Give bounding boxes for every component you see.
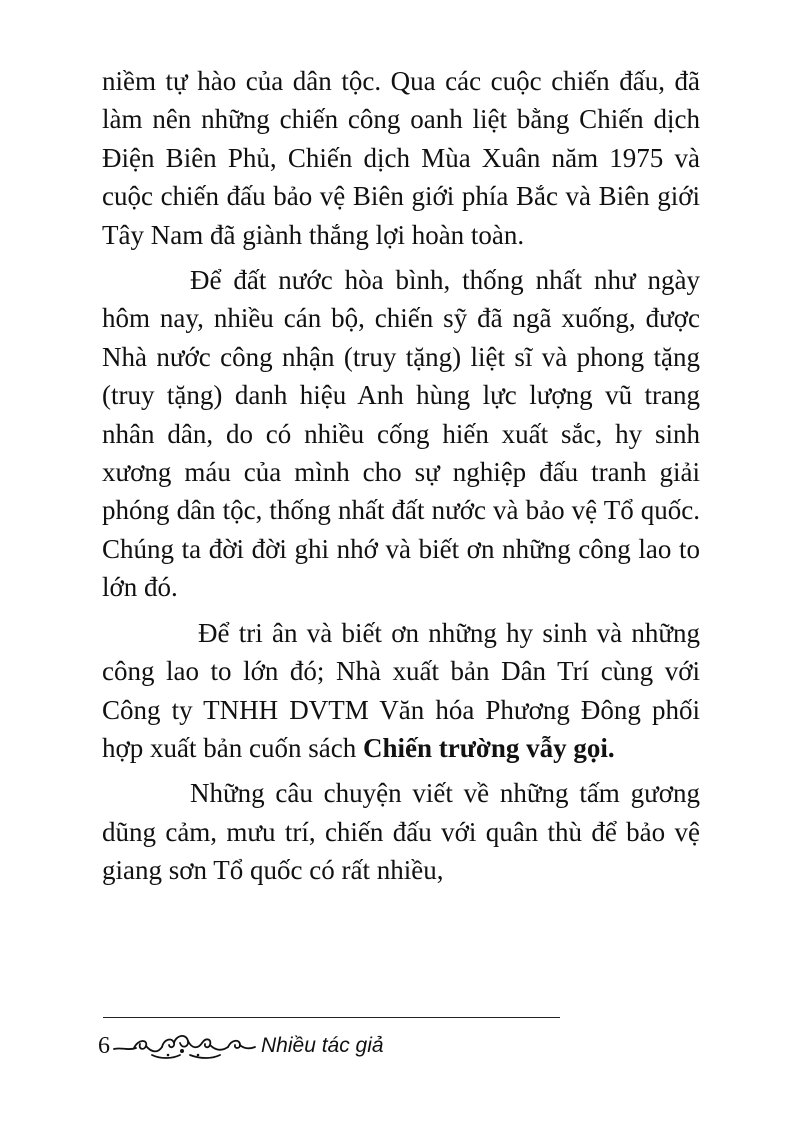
footer-divider: [103, 1017, 560, 1018]
book-title: Chiến trường vẫy gọi.: [362, 732, 615, 763]
paragraph-3: [102, 614, 700, 768]
paragraph-4: Những câu chuyện viết về những tấm gương dũng cảm, mưu trí, chiến đấu với quân thù để bảo vệ giang sơn Tổ quốc có rất nhiều,: [102, 778, 700, 886]
page-footer: [98, 1026, 384, 1066]
page-number: 6: [98, 1032, 110, 1059]
body-text: [102, 62, 700, 897]
paragraph-3-text: Để tri ân và biết ơn những hy sinh và những công lao to lớn đó; Nhà xuất bản Dân Trí cùng với Công ty TNHH DVTM Văn hóa Phương Đông phối hợp xuất bản cuốn sách: [102, 617, 700, 763]
paragraph-2: Để đất nước hòa bình, thống nhất như ngày hôm nay, nhiều cán bộ, chiến sỹ đã ngã xuống, được Nhà nước công nhận (truy tặng) liệt sĩ và phong tặng (truy tặng) danh hiệu Anh hùng lực lượng vũ trang nhân dân, do có nhiều cống hiến xuất sắc, hy sinh xương máu của mình cho sự nghiệp đấu tranh giải phóng dân tộc, thống nhất đất nước và bảo vệ Tổ quốc. Chúng ta đời đời ghi nhớ và biết ơn những công lao to lớn đó.: [102, 265, 700, 603]
author-name: Nhiều tác giả: [261, 1034, 384, 1057]
floral-flourish-ornament-icon: [112, 1029, 257, 1063]
paragraph-1: niềm tự hào của dân tộc. Qua các cuộc chiến đấu, đã làm nên những chiến công oanh liệt bằng Chiến dịch Điện Biên Phủ, Chiến dịch Mùa Xuân năm 1975 và cuộc chiến đấu bảo vệ Biên giới phía Bắc và Biên giới Tây Nam đã giành thắng lợi hoàn toàn.: [102, 66, 700, 250]
